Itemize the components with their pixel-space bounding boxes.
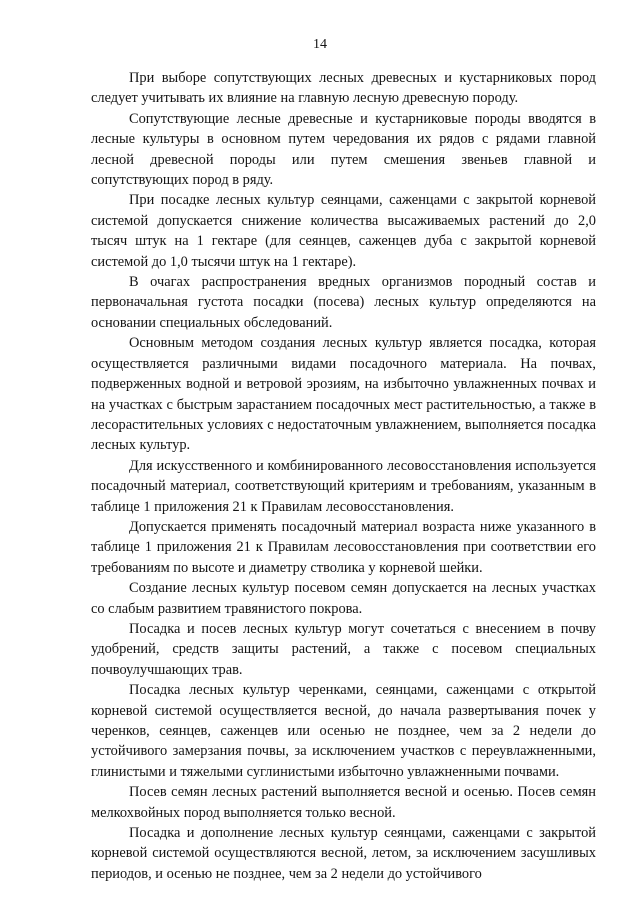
document-body: [91, 68, 596, 884]
paragraph: Посадка и посев лесных культур могут сочетаться с внесением в почву удобрений, средств защиты растений, а также с посевом специальных почвоулучшающих трав.: [91, 620, 596, 678]
paragraph: В очагах распространения вредных организмов породный состав и первоначальная густота посадки (посева) лесных культур определяются на основании специальных обследований.: [91, 274, 596, 331]
paragraph: Допускается применять посадочный материал возраста ниже указанного в таблице 1 приложения 21 к Правилам лесовосстановления при соответствии его требованиям по высоте и диаметру стволика у корневой шейки.: [91, 518, 596, 576]
paragraph: Посев семян лесных растений выполняется весной и осенью. Посев семян мелкохвойных пород выполняется только весной.: [91, 784, 596, 821]
paragraph: Сопутствующие лесные древесные и кустарниковые породы вводятся в лесные культуры в основном путем чередования их рядов с рядами главной лесной древесной породы или путем смешения звеньев главной и сопутствующих пород в ряду.: [91, 110, 596, 189]
paragraph: Посадка лесных культур черенками, сеянцами, саженцами с открытой корневой системой осуществляется весной, до начала развертывания почек у черенков, сеянцев, саженцев или осенью не позднее, чем за 2 недели до устойчивого замерзания почвы, за исключением участков с переувлажненными, глинистыми и тяжелыми суглинистыми избыточно увлажненными почвами.: [91, 682, 596, 780]
page-number: 14: [313, 37, 327, 52]
paragraph: Создание лесных культур посевом семян допускается на лесных участках со слабым развитием травянистого покрова.: [91, 580, 596, 617]
paragraph: Основным методом создания лесных культур является посадка, которая осуществляется различными видами посадочного материала. На почвах, подверженных водной и ветровой эрозиям, на избыточно увлажненных почвах и на участках с быстрым зарастанием посадочных мест растительностью, а также в лесорастительных условиях с недостаточным увлажнением, выполняется посадка лесных культур.: [91, 335, 596, 454]
paragraph: Для искусственного и комбинированного лесовосстановления используется посадочный материал, соответствующий критериям и требованиям, указанным в таблице 1 приложения 21 к Правилам лесовосстановления.: [91, 457, 596, 515]
paragraph: При выборе сопутствующих лесных древесных и кустарниковых пород следует учитывать их влияние на главную лесную древесную породу.: [91, 70, 596, 107]
paragraph: При посадке лесных культур сеянцами, саженцами с закрытой корневой системой допускается снижение количества высаживаемых растений до 2,0 тысяч штук на 1 гектаре (для сеянцев, саженцев дуба с закрытой корневой системой до 1,0 тысячи штук на 1 гектаре).: [91, 192, 596, 270]
paragraph: Посадка и дополнение лесных культур сеянцами, саженцами с закрытой корневой системой осуществляются весной, летом, за исключением засушливых периодов, и осенью не позднее, чем за 2 недели до устойчивого: [91, 825, 596, 882]
